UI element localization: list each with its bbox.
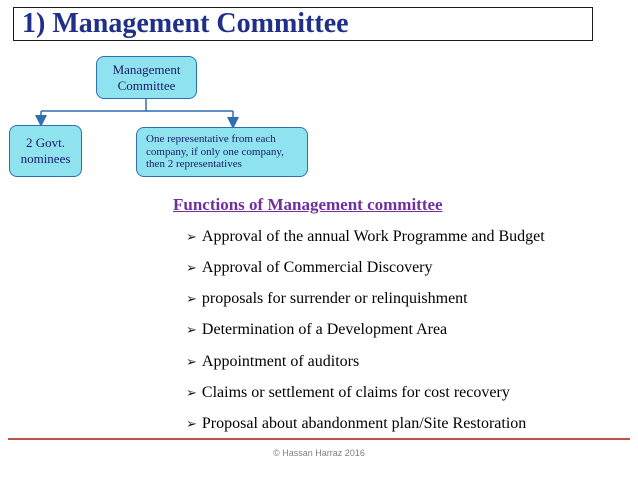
- node-root-line-1: Management: [112, 61, 181, 77]
- arrow-bullet-icon: ➢: [186, 260, 197, 275]
- slide-title: 1) Management Committee: [22, 8, 349, 39]
- function-text: Approval of Commercial Discovery: [201, 259, 433, 276]
- footer-copyright: © Hassan Harraz 2016: [273, 448, 365, 458]
- arrow-bullet-icon: ➢: [186, 229, 197, 244]
- node-company-representatives: [136, 127, 308, 177]
- arrow-bullet-icon: ➢: [186, 322, 197, 337]
- node-left-line-2: nominees: [20, 151, 71, 166]
- list-item: [186, 320, 447, 340]
- node-govt-nominees: [9, 125, 82, 177]
- list-item: [186, 414, 526, 434]
- node-management-committee: [96, 56, 197, 99]
- arrow-bullet-icon: ➢: [186, 291, 197, 306]
- list-item: [186, 258, 433, 278]
- node-left-line-1: 2 Govt.: [25, 135, 65, 151]
- function-text: Proposal about abandonment plan/Site Restoration: [201, 415, 527, 432]
- arrow-bullet-icon: ➢: [186, 354, 197, 369]
- list-item: [186, 289, 468, 309]
- list-item: [186, 352, 359, 372]
- function-text: proposals for surrender or relinquishment: [201, 290, 468, 307]
- function-text: Claims or settlement of claims for cost recovery: [201, 384, 510, 401]
- footer-divider: [8, 438, 630, 440]
- list-item: [186, 383, 510, 403]
- functions-heading: Functions of Management committee: [173, 195, 443, 214]
- function-text: Appointment of auditors: [201, 353, 360, 370]
- function-text: Approval of the annual Work Programme and Budget: [201, 228, 545, 245]
- arrow-bullet-icon: ➢: [186, 416, 197, 431]
- node-root-line-2: Committee: [117, 77, 176, 93]
- node-right-line-2: company, if only one company,: [146, 145, 284, 158]
- node-right-line-1: One representative from each: [146, 133, 276, 146]
- arrow-bullet-icon: ➢: [186, 385, 197, 400]
- node-right-line-3: then 2 representatives: [146, 158, 242, 171]
- function-text: Determination of a Development Area: [201, 321, 448, 338]
- list-item: [186, 227, 545, 247]
